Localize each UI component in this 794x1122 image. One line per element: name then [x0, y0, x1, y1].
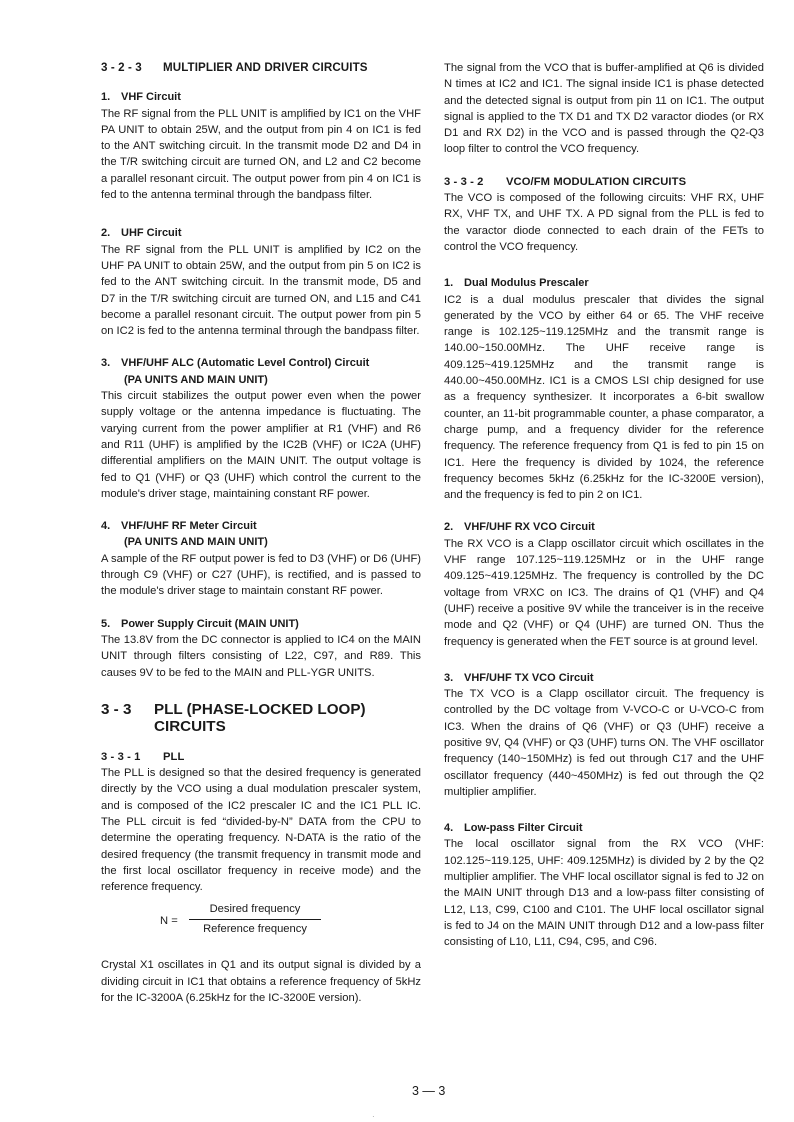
subheading — [101, 225, 421, 241]
section-heading-3-2-3 — [101, 60, 421, 76]
paragraph-vco-intro: The signal from the VCO that is buffer-amplified at Q6 is divided N times at IC2 and IC1. The signal inside IC1 is phase detected and the detected signal is output from pin 11 on IC1. The output signal is applied to the TX D1 and TX D2 varactor diodes (or RX D1 and RX D2) in the VCO and is passed through the Q2-Q3 loop filter to control the VCO frequency. — [444, 62, 764, 156]
sub-number: 3. — [444, 671, 454, 684]
sub-title: VHF/UHF ALC (Automatic Level Control) Circuit — [121, 357, 370, 370]
sub-title: UHF Circuit — [121, 227, 182, 240]
rx-vco-section — [444, 519, 764, 649]
subheading — [101, 89, 421, 105]
paragraph-crystal: Crystal X1 oscillates in Q1 and its output signal is divided by a dividing circuit in IC1 that obtains a reference frequency of 5kHz for the IC-3200A (6.25kHz for the IC-3200E version). — [101, 959, 421, 1005]
paragraph: The RX VCO is a Clapp oscillator circuit which oscillates in the VHF range 107.125~119.125MHz or in the UHF range 409.125~419.125MHz. The frequency is controlled by the DC voltage from VRXC on IC3. The drains of Q1 (VHF) and Q4 (UHF) receive a positive 9V while the tranceiver is in the receive mode and Q2 (VHF) or Q4 (UHF) are turned ON. Thus the frequency is generated when the FET source is at ground level. — [444, 537, 764, 648]
subheading — [444, 275, 764, 291]
right-column — [444, 60, 764, 967]
power-supply-section — [101, 616, 421, 681]
sub-title: VHF/UHF RF Meter Circuit — [121, 520, 257, 533]
paragraph: The PLL is designed so that the desired frequency is generated directly by the VCO using a dual modulation prescaler system, and is composed of the IC2 prescaler IC and the IC1 PLL IC. The PLL circuit is fed “divided-by-N” DATA from the CPU to determine the operating frequency. N-DATA is the ratio of the desired frequency (the transmit frequency in transmit mode and the first local oscillator frequency in receive mode) and the reference frequency. — [101, 767, 421, 894]
prescaler-section — [444, 275, 764, 503]
sub-number: 5. — [101, 617, 111, 630]
section-title: VCO/FM MODULATION CIRCUITS — [506, 175, 687, 188]
sub-number: 1. — [101, 91, 111, 104]
section-number: 3 - 3 - 1 — [101, 750, 141, 763]
alc-circuit-section — [101, 355, 421, 502]
paragraph: IC2 is a dual modulus prescaler that divides the signal generated by the VCO by either 64 or 65. The VHF receive range is 102.125~119.125MHz and the transmit range is 140.00~150.00MHz. The UHF receive range is 409.125~419.125MHz and the transmit range is 440.00~450.00MHz. IC1 is a CMOS LSI chip designed for use as a frequency synthesizer. It incorporates a 6-bit swallow counter, an 11-bit programmable counter, a phase comparator, a charge pump, and a frequency divider for the reference frequency. The reference frequency from Q1 is fed to pin 15 on IC1. Here the frequency is divided by 1024, the reference frequency becomes 5kHz (6.25kHz for the IC-3200E version), and the frequency is fed to pin 2 on IC1. — [444, 293, 764, 502]
sub-number: 2. — [444, 521, 454, 534]
paragraph: The RF signal from the PLL UNIT is amplified by IC1 on the VHF PA UNIT to obtain 25W, and the output from pin 4 on IC1 is fed to the ANT switching circuit. In the transmit mode D2 and D4 in the T/R switching circuit are turned ON, and L2 and C2 become a parallel resonant circuit. The output power from pin 4 on IC1 is fed to the antenna terminal through the bandpass filter. — [101, 107, 421, 202]
paragraph: The RF signal from the PLL UNIT is amplified by IC2 on the UHF PA UNIT to obtain 25W, and the output from pin 5 on IC2 is fed to the ANT switching circuit. In the transmit mode, D5 and D7 in the T/R switching circuit are turned ON, and L15 and C41 become a parallel resonant circuit. The output power from pin 5 on IC2 is fed to the antenna terminal through the bandpass filter. — [101, 243, 421, 338]
page-number: 3 — 3 — [412, 1084, 446, 1098]
section-number: 3 - 2 - 3 — [101, 61, 142, 74]
subheading — [101, 616, 421, 632]
rf-meter-section — [101, 518, 421, 599]
sub-title: VHF Circuit — [121, 91, 181, 104]
subheading — [444, 820, 764, 836]
sub-number: 2. — [101, 227, 111, 240]
subsection-heading-3-3-2 — [444, 174, 764, 190]
subheading — [444, 519, 764, 535]
left-column — [101, 60, 421, 1006]
section-title-line2: CIRCUITS — [154, 717, 226, 735]
paragraph: The 13.8V from the DC connector is applied to IC4 on the MAIN UNIT through filters consisting of L22, C97, and R89. This causes 9V to be fed to the MAIN and PLL-YGR UNITS. — [101, 633, 421, 679]
pll-section — [101, 749, 421, 896]
subheading-line2: (PA UNITS AND MAIN UNIT) — [124, 536, 268, 549]
fraction-bar — [189, 919, 321, 920]
paragraph: A sample of the RF output power is fed to D3 (VHF) or D6 (UHF) through C9 (VHF) or C27 (UHF), is rectified, and is passed to the module's driver stage to maintain constant RF power. — [101, 552, 421, 598]
paragraph: The local oscillator signal from the RX VCO (VHF: 102.125~119.125, UHF: 409.125MHz) is divided by 2 by the Q2 multiplier amplifier. The VHF local oscillator signal is fed to J2 on the MAIN UNIT through D13 and a low-pass filter consisting of L12, L13, C99, C100 and C101. The UHF local oscillator signal is fed to J4 on the MAIN UNIT through D12 and a low-pass filter consisting of L10, L11, C94, C95, and C96. — [444, 838, 764, 949]
sub-title: VHF/UHF TX VCO Circuit — [464, 671, 594, 684]
sub-number: 4. — [101, 520, 111, 533]
subheading — [101, 518, 421, 534]
subsection-heading-3-3-1 — [101, 749, 421, 765]
tx-vco-section — [444, 670, 764, 800]
sub-title: Low-pass Filter Circuit — [464, 822, 583, 835]
uhf-circuit-section — [101, 225, 421, 339]
subheading-line2: (PA UNITS AND MAIN UNIT) — [124, 373, 268, 386]
scan-speck: · — [372, 1112, 375, 1121]
section-number: 3 - 3 — [101, 700, 132, 718]
subheading — [101, 355, 421, 371]
n-formula — [101, 901, 421, 941]
paragraph: The TX VCO is a Clapp oscillator circuit. The frequency is controlled by the DC voltage from V-VCO-C or U-VCO-C from IC3. When the drains of Q6 (VHF) or Q3 (UHF) receive a positive 9V, Q4 (VHF) or Q3 (UHF) turns ON. The VHF oscillator frequency (140~150MHz) is fed out through C17 and the UHF oscillator frequency (440~450MHz) is fed out through the Q2 multiplier amplifier. — [444, 688, 764, 798]
vhf-circuit-section — [101, 89, 421, 203]
vco-fm-modulation-section — [444, 174, 764, 255]
sub-title: Dual Modulus Prescaler — [464, 277, 589, 290]
sub-number: 3. — [101, 357, 111, 370]
section-title: MULTIPLIER AND DRIVER CIRCUITS — [163, 61, 368, 74]
section-title — [154, 701, 366, 735]
sub-title: Power Supply Circuit (MAIN UNIT) — [121, 617, 299, 630]
formula-lhs: N = — [160, 915, 178, 928]
paragraph: This circuit stabilizes the output power even when the power supply voltage or the antenna impedance is fluctuating. The varying current from the power amplifier at R1 (VHF) and R6 and R11 (UHF) is amplified by the IC2B (VHF) or IC2A (UHF) differential amplifiers on the MAIN UNIT. The output voltage is fed to Q1 (VHF) or Q3 (UHF) which control the current to the module's driver stage, maintaining constant RF power. — [101, 390, 421, 500]
paragraph: The VCO is composed of the following circuits: VHF RX, UHF RX, VHF TX, and UHF TX. A PD signal from the PLL is fed to the varactor diode connected to each drain of the FETs to control the VCO frequency. — [444, 192, 764, 253]
subheading — [444, 670, 764, 686]
formula-numerator: Desired frequency — [209, 903, 301, 916]
section-title-line1: PLL (PHASE-LOCKED LOOP) — [154, 700, 366, 718]
formula-denominator: Reference frequency — [203, 922, 307, 935]
section-heading-3-3 — [101, 701, 421, 735]
formula-fraction — [189, 901, 321, 937]
section-number: 3 - 3 - 2 — [444, 175, 484, 188]
sub-number: 1. — [444, 277, 454, 290]
section-title: PLL — [163, 750, 185, 763]
sub-title: VHF/UHF RX VCO Circuit — [464, 521, 595, 534]
sub-number: 4. — [444, 822, 454, 835]
low-pass-filter-section — [444, 820, 764, 950]
